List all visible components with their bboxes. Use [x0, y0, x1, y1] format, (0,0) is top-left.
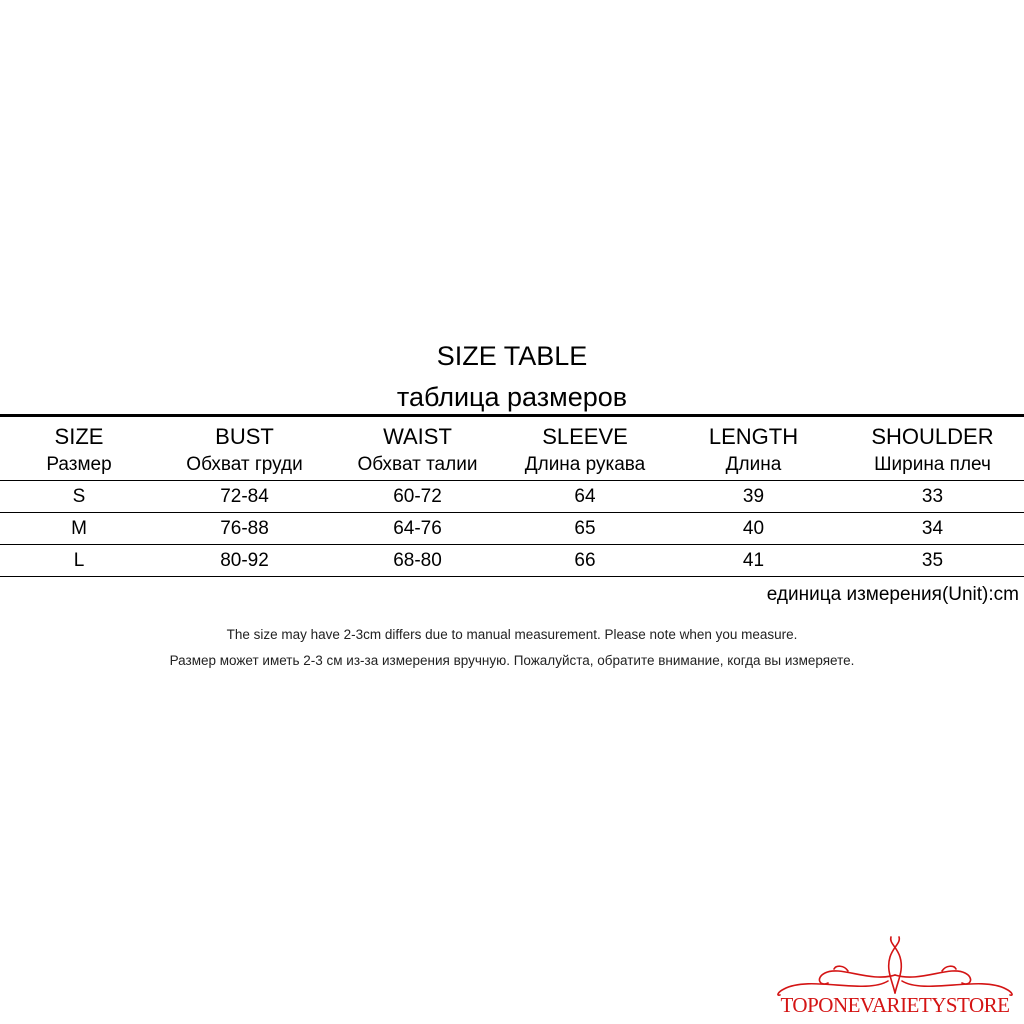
table-cell: 66	[504, 545, 666, 577]
table-cell: 76-88	[158, 513, 331, 545]
header-waist-ru: Обхват талии	[331, 450, 504, 481]
table-cell: 64	[504, 481, 666, 513]
table-row	[0, 545, 1024, 577]
table-cell: M	[0, 513, 158, 545]
size-table	[0, 416, 1024, 577]
table-cell: 34	[841, 513, 1024, 545]
table-header-row	[0, 416, 1024, 450]
table-row	[0, 513, 1024, 545]
table-cell: 41	[666, 545, 841, 577]
measurement-note-english: The size may have 2-3cm differs due to manual measurement. Please note when you measure.	[226, 627, 798, 642]
table-cell: 80-92	[158, 545, 331, 577]
table-cell: 60-72	[331, 481, 504, 513]
table-header-row-russian	[0, 450, 1024, 481]
table-cell: 33	[841, 481, 1024, 513]
header-waist: WAIST	[383, 424, 452, 449]
logo-flourish-icon	[770, 935, 1020, 997]
table-cell: 35	[841, 545, 1024, 577]
table-cell: 40	[666, 513, 841, 545]
title-english: SIZE TABLE	[436, 341, 588, 371]
header-bust-ru: Обхват груди	[158, 450, 331, 481]
header-sleeve: SLEEVE	[542, 424, 628, 449]
header-bust: BUST	[215, 424, 274, 449]
header-shoulder: SHOULDER	[871, 424, 994, 449]
table-cell: 65	[504, 513, 666, 545]
header-length-ru: Длина	[666, 450, 841, 481]
table-cell: 64-76	[331, 513, 504, 545]
table-cell: 72-84	[158, 481, 331, 513]
header-size-ru: Размер	[0, 450, 158, 481]
header-shoulder-ru: Ширина плеч	[841, 450, 1024, 481]
title-russian: таблица размеров	[396, 382, 628, 412]
logo-text: TOPONEVARIETYSTORE	[780, 993, 1010, 1017]
measurement-note-russian: Размер может иметь 2-3 см из-за измерения вручную. Пожалуйста, обратите внимание, когда вы измеряете.	[169, 653, 855, 668]
header-size: SIZE	[54, 424, 104, 449]
table-cell: S	[0, 481, 158, 513]
table-cell: L	[0, 545, 158, 577]
table-cell: 39	[666, 481, 841, 513]
table-row	[0, 481, 1024, 513]
store-logo	[770, 935, 1020, 1020]
header-length: LENGTH	[708, 424, 799, 449]
header-sleeve-ru: Длина рукава	[504, 450, 666, 481]
table-cell: 68-80	[331, 545, 504, 577]
unit-note: единица измерения(Unit):cm	[766, 584, 1019, 605]
